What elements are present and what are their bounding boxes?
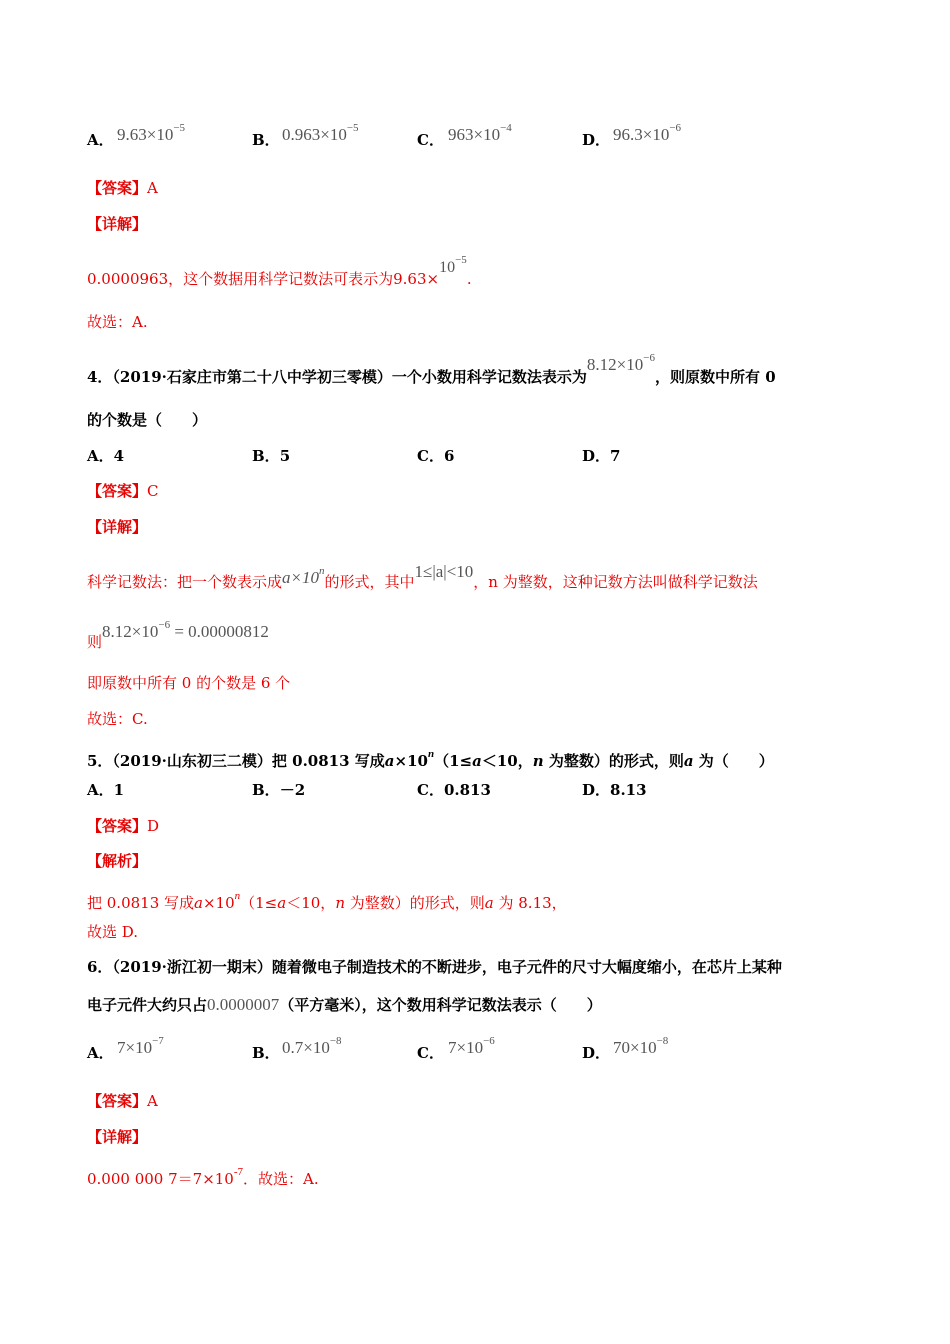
option-letter: C．	[417, 1044, 444, 1062]
option-math: $7\times 10^{-6}$	[448, 1035, 495, 1057]
option: A．1	[87, 781, 125, 799]
option-math: $0.963\times 10^{-5}$	[282, 122, 359, 144]
option-letter: D．	[582, 131, 611, 149]
answer-value: C	[147, 482, 159, 500]
detail-label: 【详解】	[87, 1128, 148, 1146]
option-letter: C．	[417, 131, 444, 149]
option-letter: B．	[252, 1044, 280, 1062]
option-math: $963\times 10^{-4}$	[448, 122, 512, 144]
answer-label: 【答案】	[87, 179, 148, 197]
option: D．8.13	[582, 781, 647, 799]
answer-value: D	[147, 817, 160, 835]
answer-line: 【答案】A	[87, 1092, 158, 1110]
option-letter: D．	[582, 1044, 611, 1062]
option-math: $7\times 10^{-7}$	[117, 1035, 164, 1057]
option: D．7	[582, 447, 621, 465]
detail-text: 0.0000963，这个数据用科学记数法可表示为$9.63\times 10^{-5}$.	[87, 254, 472, 288]
analysis-text: 把 0.0813 写成$a\times 10^n(1\le a<10$，n 为整数）的形式，则a 为 8.13，	[87, 890, 567, 912]
option: B．－2	[252, 781, 306, 799]
question-stem-line2: 电子元件大约只占0.0000007（平方毫米），这个数用科学记数法表示（ ）	[87, 995, 602, 1014]
option-math: $96.3\times 10^{-6}$	[613, 122, 682, 144]
option-letter: A．	[87, 1044, 114, 1062]
answer-value: A	[147, 179, 158, 197]
option-math: $70\times 10^{-8}$	[613, 1035, 669, 1057]
answer-line: 【答案】D	[87, 817, 160, 835]
option: A．4	[87, 447, 125, 465]
detail-text: 即原数中所有 0 的个数是 6 个	[87, 674, 291, 692]
option-letter: B．	[252, 131, 280, 149]
answer-line: 【答案】C	[87, 482, 159, 500]
detail-text: 0.000 000 $7=7\times 10^{-7}$．故选：A.	[87, 1166, 319, 1188]
option-letter: A．	[87, 131, 114, 149]
question-stem: 4．（2019·石家庄市第二十八中学初三零模）一个小数用科学记数法表示为$8.12\times 10^{-6}$，则原数中所有 0	[87, 352, 776, 386]
answer-line	[87, 178, 158, 198]
option: C．6	[417, 447, 455, 465]
question-stem: 5．（2019·山东初三二模）把 0.0813 写成$a\times 10^n(1\le a<10$，n 为整数）的形式，则a 为（ ）	[87, 748, 774, 770]
question-stem: 6．（2019·浙江初一期末）随着微电子制造技术的不断进步，电子元件的尺寸大幅度缩小，在芯片上某种	[87, 958, 782, 976]
option: C．0.813	[417, 781, 491, 799]
analysis-label: 【解析】	[87, 852, 148, 870]
option: B．5	[252, 447, 291, 465]
detail-text: 则$8.12\times 10^{-6} = 0.00000812$	[87, 619, 269, 651]
detail-label: 【详解】	[87, 215, 148, 233]
conclusion: 故选 D.	[87, 923, 139, 941]
conclusion: 故选：A.	[87, 313, 148, 331]
answer-value: A	[147, 1092, 158, 1110]
option-math: $9.63\times 10^{-5}$	[117, 122, 186, 144]
detail-label: 【详解】	[87, 518, 148, 536]
detail-text: 科学记数法：把一个数表示成$a\times 10^n$的形式，其中1≤|a|<10，n 为整数，这种记数方法叫做科学记数法	[87, 562, 758, 591]
conclusion: 故选：C.	[87, 710, 148, 728]
question-stem-line2: 的个数是（ ）	[87, 411, 208, 429]
option-math: $0.7\times 10^{-8}$	[282, 1035, 342, 1057]
